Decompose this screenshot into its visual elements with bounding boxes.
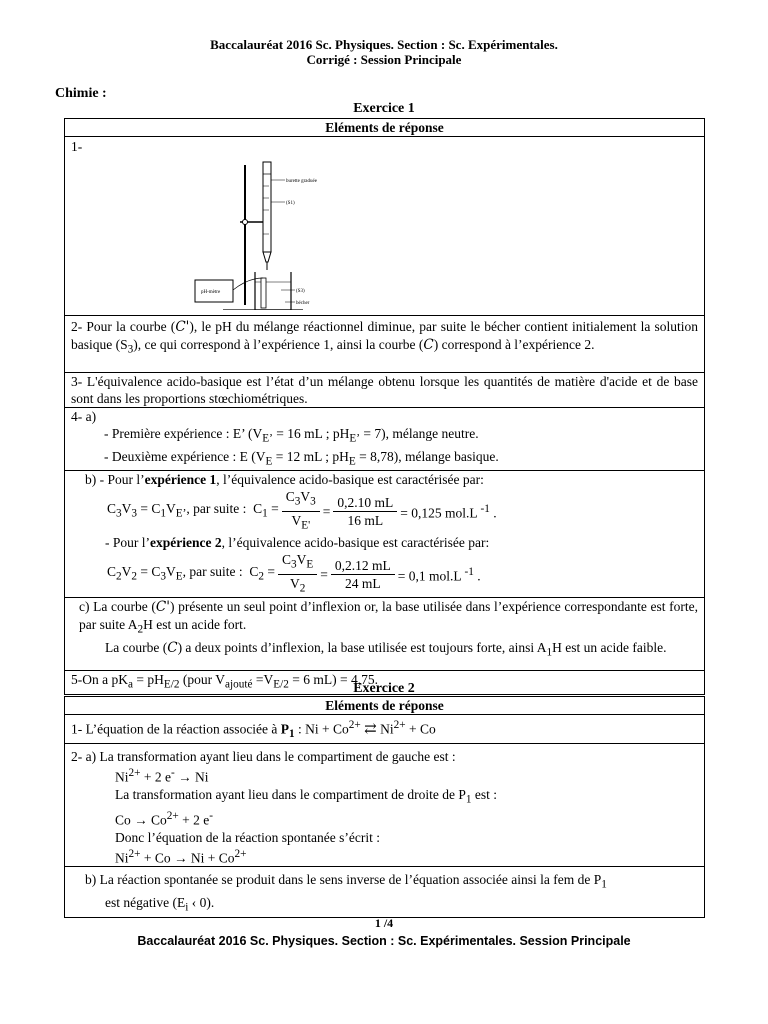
exercise2-title: Exercice 2 bbox=[353, 681, 415, 696]
q4a-label: 4- a) bbox=[71, 409, 97, 424]
header-line-1: Baccalauréat 2016 Sc. Physiques. Section : Sc. Expérimentales. bbox=[210, 37, 558, 52]
reaction-3: $Ni^{2+} + Co \to Ni + Co^{2+}$ bbox=[115, 847, 247, 866]
q1-label: 1- bbox=[71, 139, 83, 154]
q2-cell: 2- Pour la courbe (C'), le pH du mélange réactionnel diminue, par suite le bécher contient initialement la solution basique $(S_3)$, ce qui correspond à l’expérience 1, ainsi la courbe (C) correspond à l’expérience 2. bbox=[65, 316, 705, 373]
equilibrium-arrow: ⇄ bbox=[364, 721, 377, 738]
q4b-cell bbox=[65, 471, 705, 598]
burette bbox=[263, 162, 271, 252]
beaker bbox=[255, 272, 291, 310]
q4a-exp2: - Deuxième expérience : E ($V_E = 12$ mL ; $pH_E = 8,78$), mélange basique. bbox=[104, 448, 499, 468]
q4a-cell bbox=[65, 408, 705, 471]
ex2-q2a-cell: 2- a) La transformation ayant lieu dans le compartiment de gauche est : $Ni^{2+} + 2$ e- → Ni La transformation ayant lieu dans le compartiment de droite de $P_1$ est : $Co \to Co^{2+} + 2$ e- Donc l’équation de la réaction spontanée s’écrit : $Ni^{2+} + Co \to Ni + Co^{2+}$ bbox=[65, 744, 705, 867]
ex2-q1-cell: 1- L’équation de la réaction associée à $P_1$ : $Ni + Co^{2+}$ ⇄ $Ni^{2+} + Co$ bbox=[65, 715, 705, 744]
q4c-p2: La courbe (C) a deux points d’inflexion, la base utilisée est toujours forte, ainsi $A_1H$ est un acide faible. bbox=[105, 640, 667, 659]
titration-figure bbox=[193, 160, 353, 310]
formula-2: $C_2V_2 = C_3V_E$, par suite : $C_2$ = $\frac{C_3V_E}{V_2}$ = $\frac{0,2.12 mL}{24 mL}$ = 0,1 mol.L $^{-1}$ . bbox=[107, 552, 481, 595]
label-becher: bécher bbox=[296, 301, 310, 306]
elements-header-2: Eléments de réponse bbox=[65, 697, 705, 715]
formula-1: $C_3V_3 = C_1V_{E’}$, par suite : $C_1$ = $\frac{C_3V_3}{V_{E'}}$ = $\frac{0,2.10 mL}{16 mL}$ = 0,125 mol.L $^{-1}$ . bbox=[107, 489, 497, 532]
q4c-cell bbox=[65, 598, 705, 671]
ex2-q2b-cell: b) La réaction spontanée se produit dans le sens inverse de l’équation associée ainsi la fem de $P_1$ est négative ($E_i$ ‹ 0). bbox=[65, 867, 705, 917]
footer-text: Baccalauréat 2016 Sc. Physiques. Section : Sc. Expérimentales. Session Principale bbox=[137, 934, 631, 948]
label-s1: (S1) bbox=[286, 201, 295, 206]
q4b-line1: b) - Pour l’expérience 1, l’équivalence acido-basique est caractérisée par: bbox=[85, 472, 484, 488]
label-s3: (S3) bbox=[296, 289, 305, 294]
q4b-line2: - Pour l’expérience 2, l’équivalence acido-basique est caractérisée par: bbox=[105, 535, 490, 551]
page-number: 1 /4 bbox=[374, 916, 394, 930]
label-burette: burette graduée bbox=[286, 179, 317, 184]
exercise1-title: Exercice 1 bbox=[353, 101, 415, 116]
q3-cell: 3- L'équivalence acido-basique est l’état d’un mélange obtenu lorsque les quantités de matière d'acide et de base sont dans les proportions stœchiométriques. bbox=[65, 373, 705, 408]
clamp-screw bbox=[243, 220, 248, 225]
exercise1-table bbox=[64, 118, 705, 695]
ph-electrode bbox=[261, 278, 266, 308]
elements-header: Eléments de réponse bbox=[65, 119, 705, 137]
curve-c-prime: C' bbox=[175, 319, 190, 335]
q5-cell: 5-On a $pK_a = pH_{E/2}$ (pour $V_{ajouté} =V_{E/2} = 6$ mL) = 4,75. bbox=[65, 671, 705, 695]
label-phmetre: pH-mètre bbox=[201, 290, 221, 295]
curve-c: C bbox=[423, 337, 434, 353]
reaction-2: $Co \to Co^{2+} + 2$ e- bbox=[115, 810, 213, 828]
header-line-2: Corrigé : Session Principale bbox=[306, 52, 462, 67]
q4c-p1: c) La courbe (C') présente un seul point d’inflexion or, la base utilisée dans l’expérience correspondante est forte, par suite $A_2H$ est un acide fort. bbox=[79, 599, 698, 637]
section-title: Chimie : bbox=[55, 86, 107, 101]
ph-cable bbox=[233, 278, 263, 290]
q4a-exp1: - Première expérience : E’ ($V_{E’} = 16$ mL ; $pH_{E’} = 7$), mélange neutre. bbox=[104, 426, 479, 445]
q1-cell bbox=[65, 137, 705, 316]
exercise2-table bbox=[64, 696, 705, 918]
reaction-1: $Ni^{2+} + 2$ e- → Ni bbox=[115, 767, 209, 785]
burette-tip bbox=[263, 252, 271, 262]
